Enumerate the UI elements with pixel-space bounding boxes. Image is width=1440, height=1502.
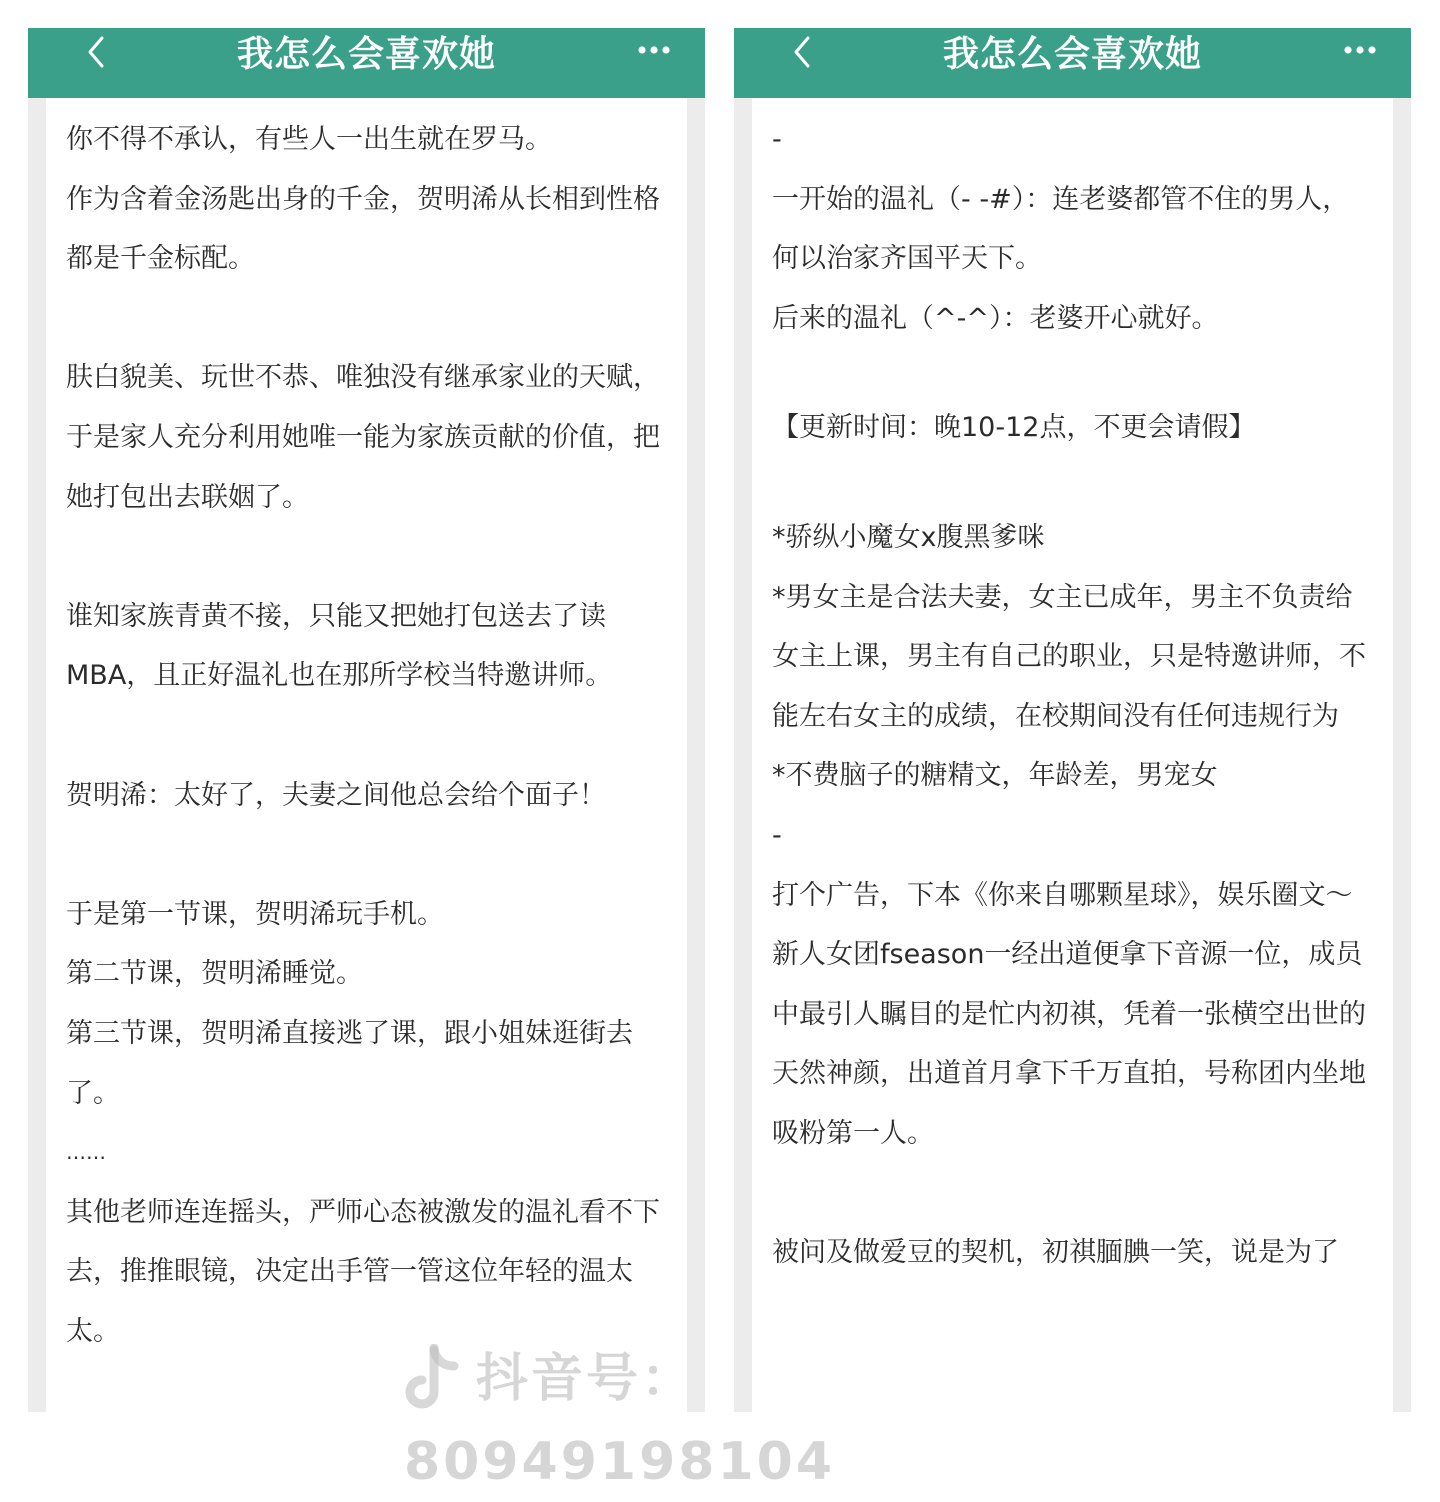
paragraph: 于是第一节课，贺明浠玩手机。 [66, 898, 444, 930]
paragraph: 第三节课，贺明浠直接逃了课，跟小姐妹逛街去了。 [66, 1017, 633, 1109]
chapter-content [46, 98, 687, 1412]
right-reader-panel [734, 28, 1411, 1412]
paragraph: 谁知家族青黄不接，只能又把她打包送去了读MBA，且正好温礼也在那所学校当特邀讲师。 [66, 600, 613, 692]
paragraph-gap [772, 458, 1373, 508]
left-header-bar [28, 28, 705, 98]
paragraph: 你不得不承认，有些人一出生就在罗马。 [66, 124, 552, 155]
paragraph: 作为含着金汤匙出身的千金，贺明浠从长相到性格都是千金标配。 [66, 183, 660, 275]
book-title: 我怎么会喜欢她 [236, 34, 496, 75]
paragraph: 贺明浠：太好了，夫妻之间他总会给个面子！ [66, 779, 606, 811]
paragraph: 肤白貌美、玩世不恭、唯独没有继承家业的天赋，于是家人充分利用她唯一能为家族贡献的价值，把她打包出去联姻了。 [66, 362, 660, 513]
more-horizontal-icon[interactable] [637, 38, 671, 62]
book-intro-content [752, 98, 1393, 1412]
paragraph: 打个广告，下本《你来自哪颗星球》，娱乐圈文～ [772, 879, 1353, 911]
update-time-notice: 【更新时间：晚10-12点，不更会请假】 [772, 412, 1256, 444]
book-title: 我怎么会喜欢她 [942, 34, 1202, 75]
right-header-bar [734, 28, 1411, 98]
paragraph-gap [772, 1164, 1373, 1224]
paragraph: 第二节课，贺明浠睡觉。 [66, 958, 363, 990]
paragraph: 被问及做爱豆的契机，初祺腼腆一笑，说是为了 [772, 1237, 1339, 1269]
paragraph: *男女主是合法夫妻，女主已成年，男主不负责给女主上课，男主有自己的职业，只是特邀讲师，不能左右女主的成绩，在校期间没有任何违规行为 [772, 581, 1366, 732]
paragraph-gap [772, 348, 1373, 398]
paragraph: 后来的温礼（^-^）：老婆开心就好。 [772, 302, 1219, 334]
paragraph: - [772, 819, 782, 851]
paragraph: 其他老师连连摇头，严师心态被激发的温礼看不下去，推推眼镜，决定出手管一管这位年轻的温太太。 [66, 1196, 660, 1347]
watermark-text: 抖音号：80949198104 [404, 1349, 835, 1492]
paragraph: 新人女团fseason一经出道便拿下音源一位，成员中最引人瞩目的是忙内初祺，凭着一张横空出世的天然神颜，出道首月拿下千万直拍，号称团内坐地吸粉第一人。 [772, 939, 1366, 1149]
paragraph-gap [66, 825, 667, 885]
paragraph: …… [66, 1140, 106, 1165]
more-horizontal-icon[interactable] [1343, 38, 1377, 62]
paragraph: - [772, 124, 782, 155]
paragraph: 一开始的温礼（- -#）：连老婆都管不住的男人，何以治家齐国平天下。 [772, 183, 1350, 275]
paragraph: *不费脑子的糖精文，年龄差，男宠女 [772, 760, 1218, 792]
paragraph: *骄纵小魔女x腹黑爹咪 [772, 521, 1045, 553]
paragraph-gap [66, 289, 667, 349]
paragraph-gap [66, 527, 667, 587]
left-reader-panel [28, 28, 705, 1412]
paragraph-gap [66, 706, 667, 766]
